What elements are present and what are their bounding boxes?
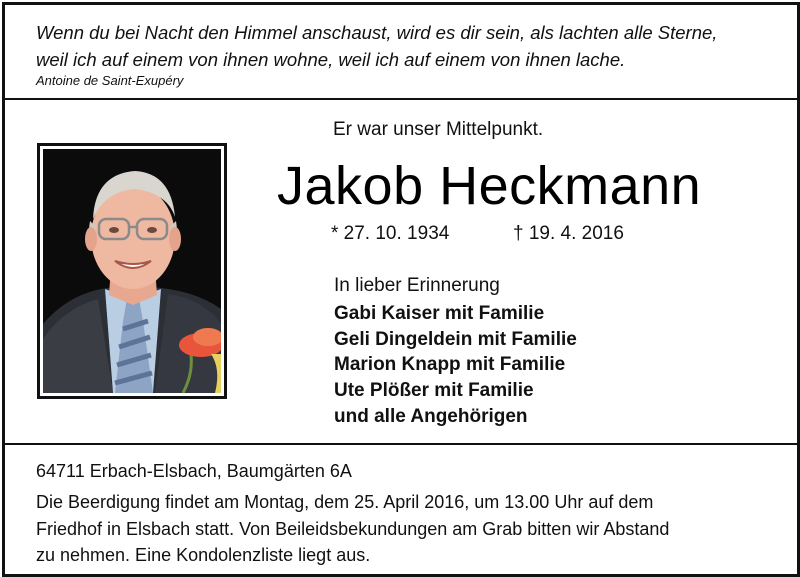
memory-line: In lieber Erinnerung	[334, 275, 500, 296]
intro-line: Er war unser Mittelpunkt.	[333, 119, 544, 140]
mourner-entry: Marion Knapp mit Familie	[334, 354, 566, 376]
death-date: † 19. 4. 2016	[513, 223, 624, 244]
quote-line: Wenn du bei Nacht den Himmel anschaust, wird es dir sein, als lachten alle Sterne,	[36, 22, 718, 43]
quote-line: weil ich auf einem von ihnen wohne, weil ich auf einem von ihnen lache.	[36, 49, 626, 70]
top-divider	[5, 98, 797, 100]
funeral-notice	[36, 489, 756, 569]
notice-line: Die Beerdigung findet am Montag, dem 25. April 2016, um 13.00 Uhr auf dem	[36, 492, 654, 512]
mourner-entry: und alle Angehörigen	[334, 405, 528, 427]
mourner-entry: Ute Plößer mit Familie	[334, 380, 534, 402]
portrait-image	[43, 149, 221, 393]
obituary-card	[2, 2, 800, 577]
quote-author: Antoine de Saint-Exupéry	[36, 73, 184, 88]
notice-line: Friedhof in Elsbach statt. Von Beileidsbekundungen am Grab bitten wir Abstand	[36, 518, 670, 539]
birth-date: * 27. 10. 1934	[331, 223, 450, 244]
address: 64711 Erbach-Elsbach, Baumgärten 6A	[36, 461, 352, 481]
mourner-entry: Geli Dingeldein mit Familie	[334, 328, 577, 350]
notice-line: zu nehmen. Eine Kondolenzliste liegt aus.	[36, 545, 371, 565]
portrait-photo	[37, 143, 227, 399]
quote-text	[36, 19, 776, 73]
mourners-list	[334, 301, 577, 430]
mourner-entry: Gabi Kaiser mit Familie	[334, 303, 545, 324]
deceased-name: Jakob Heckmann	[277, 156, 702, 216]
bottom-divider	[5, 443, 797, 445]
